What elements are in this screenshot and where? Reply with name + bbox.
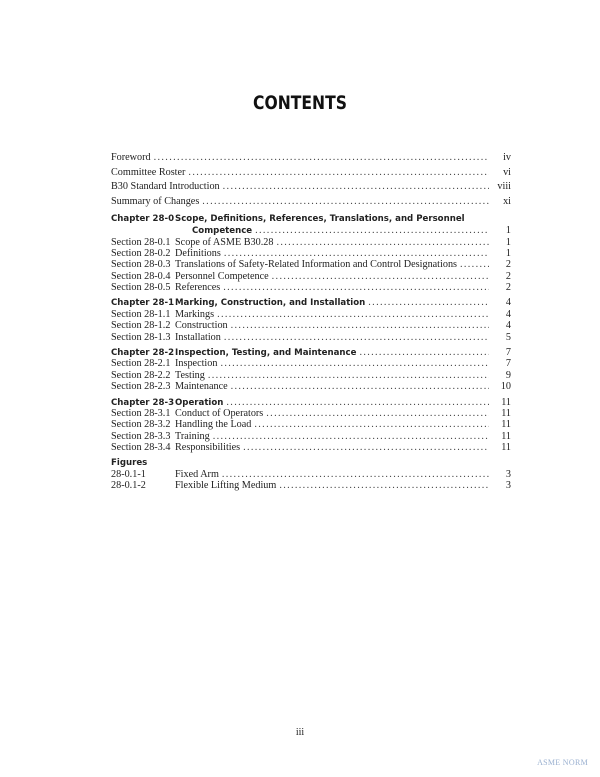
table-of-contents xyxy=(111,151,511,492)
dot-leader xyxy=(460,259,489,270)
dot-leader xyxy=(224,332,489,343)
section-label: Section 28-0.2 xyxy=(111,247,171,259)
section-page: 1 xyxy=(505,247,511,259)
chapter-page: 4 xyxy=(505,297,511,309)
figures-heading-label: Figures xyxy=(111,457,148,468)
section-entry[interactable] xyxy=(111,370,511,381)
section-entry[interactable] xyxy=(111,431,511,442)
figure-entry[interactable] xyxy=(111,480,511,491)
section-entry[interactable] xyxy=(111,259,511,270)
dot-leader xyxy=(220,358,489,369)
dot-leader xyxy=(202,195,489,210)
section-title: Conduct of Operators xyxy=(175,408,264,419)
section-entry[interactable] xyxy=(111,381,511,392)
dot-leader xyxy=(223,180,489,195)
entry-page: viii xyxy=(497,181,511,193)
section-title: Scope of ASME B30.28 xyxy=(175,236,274,248)
section-page: 5 xyxy=(505,331,511,343)
section-entry[interactable] xyxy=(111,320,511,331)
watermark-logo: ASME NORM xyxy=(537,758,588,767)
section-entry[interactable] xyxy=(111,309,511,320)
section-entry[interactable] xyxy=(111,248,511,259)
entry-title: B30 Standard Introduction xyxy=(111,181,220,193)
section-label: Section 28-2.1 xyxy=(111,358,171,370)
section-label: Section 28-3.3 xyxy=(111,430,171,442)
dot-leader xyxy=(368,297,489,308)
dot-leader xyxy=(224,248,489,259)
section-label: Section 28-2.2 xyxy=(111,369,171,381)
section-title: Maintenance xyxy=(175,381,228,393)
figure-page: 3 xyxy=(505,468,511,480)
section-label: Section 28-1.1 xyxy=(111,308,171,320)
section-entry[interactable] xyxy=(111,358,511,369)
chapter-entry-continued[interactable] xyxy=(111,225,511,236)
section-title: Translations of Safety-Related Information and Control Designations xyxy=(175,259,457,271)
section-page: 9 xyxy=(505,369,511,381)
dot-leader xyxy=(154,151,489,166)
toc-entry[interactable] xyxy=(111,180,511,195)
dot-leader xyxy=(255,225,489,236)
dot-leader xyxy=(231,381,489,392)
figure-label: 28-0.1-1 xyxy=(111,468,146,480)
figure-entry[interactable] xyxy=(111,469,511,480)
section-title: Training xyxy=(175,430,210,442)
chapter-label: Chapter 28-3 xyxy=(111,397,175,408)
entry-title: Committee Roster xyxy=(111,166,186,178)
chapter-label: Chapter 28-1 xyxy=(111,298,175,309)
section-label: Section 28-0.4 xyxy=(111,270,171,282)
section-entry[interactable] xyxy=(111,332,511,343)
section-entry[interactable] xyxy=(111,282,511,293)
dot-leader xyxy=(213,431,489,442)
section-entry[interactable] xyxy=(111,408,511,419)
section-label: Section 28-2.3 xyxy=(111,381,171,393)
section-label: Section 28-3.4 xyxy=(111,442,171,454)
toc-entry[interactable] xyxy=(111,151,511,166)
section-label: Section 28-0.5 xyxy=(111,282,171,294)
toc-entry[interactable] xyxy=(111,195,511,210)
dot-leader xyxy=(226,397,489,408)
dot-leader xyxy=(243,442,489,453)
section-title: Personnel Competence xyxy=(175,270,269,282)
dot-leader xyxy=(222,469,489,480)
section-label: Section 28-0.1 xyxy=(111,236,171,248)
section-page: 2 xyxy=(505,259,511,271)
dot-leader xyxy=(217,309,489,320)
section-page: 11 xyxy=(501,442,511,454)
dot-leader xyxy=(272,271,489,282)
dot-leader xyxy=(359,347,489,358)
entry-title: Summary of Changes xyxy=(111,196,200,208)
figure-label: 28-0.1-2 xyxy=(111,480,146,492)
chapter-title: Operation xyxy=(175,397,224,408)
dot-leader xyxy=(266,408,489,419)
dot-leader xyxy=(223,282,489,293)
section-page: 1 xyxy=(505,236,511,248)
chapter-label: Chapter 28-2 xyxy=(111,348,175,359)
chapter-entry[interactable] xyxy=(111,214,511,225)
figure-title: Fixed Arm xyxy=(175,468,219,480)
dot-leader xyxy=(188,166,489,181)
section-title: Markings xyxy=(175,308,215,320)
chapter-page: 11 xyxy=(501,396,511,408)
section-title: Responsibilities xyxy=(175,442,241,454)
figures-heading[interactable] xyxy=(111,458,511,469)
section-entry[interactable] xyxy=(111,271,511,282)
dot-leader xyxy=(279,480,489,491)
chapter-label: Chapter 28-0 xyxy=(111,213,175,224)
section-page: 10 xyxy=(500,381,511,393)
section-title: Construction xyxy=(175,320,228,332)
section-title: Definitions xyxy=(175,247,221,259)
section-entry[interactable] xyxy=(111,419,511,430)
chapter-page: 7 xyxy=(505,347,511,359)
figure-title: Flexible Lifting Medium xyxy=(175,480,277,492)
section-page: 2 xyxy=(505,282,511,294)
section-label: Section 28-1.3 xyxy=(111,331,171,343)
chapter-entry[interactable] xyxy=(111,397,511,408)
section-page: 11 xyxy=(501,430,511,442)
section-page: 7 xyxy=(505,358,511,370)
page-number: iii xyxy=(295,727,305,738)
chapter-entry[interactable] xyxy=(111,297,511,308)
section-label: Section 28-0.3 xyxy=(111,259,171,271)
section-label: Section 28-3.2 xyxy=(111,419,171,431)
dot-leader xyxy=(254,419,489,430)
entry-title: Foreword xyxy=(111,152,151,163)
section-title: Testing xyxy=(175,369,205,381)
chapter-page: 1 xyxy=(505,225,511,237)
chapter-title: Inspection, Testing, and Maintenance xyxy=(175,348,357,359)
section-title: Handling the Load xyxy=(175,419,252,431)
section-label: Section 28-1.2 xyxy=(111,320,171,332)
section-entry[interactable] xyxy=(111,442,511,453)
chapter-title: Marking, Construction, and Installation xyxy=(175,298,366,309)
section-title: References xyxy=(175,282,221,294)
entry-page: xi xyxy=(503,196,511,208)
chapter-title: Scope, Definitions, References, Translations, and Personnel xyxy=(175,213,465,224)
page-title: CONTENTS xyxy=(253,92,347,114)
section-title: Inspection xyxy=(175,358,218,370)
section-page: 11 xyxy=(501,419,511,431)
section-label: Section 28-3.1 xyxy=(111,408,171,419)
dot-leader xyxy=(231,320,489,331)
section-entry[interactable] xyxy=(111,237,511,248)
dot-leader xyxy=(276,237,489,248)
dot-leader xyxy=(208,370,489,381)
chapter-title-continued: Competence xyxy=(192,226,253,237)
section-page: 2 xyxy=(505,270,511,282)
section-page: 4 xyxy=(505,308,511,320)
entry-page: vi xyxy=(503,166,511,178)
section-page: 4 xyxy=(505,320,511,332)
section-title: Installation xyxy=(175,331,221,343)
figure-page: 3 xyxy=(505,480,511,492)
chapter-entry[interactable] xyxy=(111,347,511,358)
entry-page: iv xyxy=(503,152,511,163)
section-page: 11 xyxy=(501,408,511,419)
toc-entry[interactable] xyxy=(111,166,511,181)
